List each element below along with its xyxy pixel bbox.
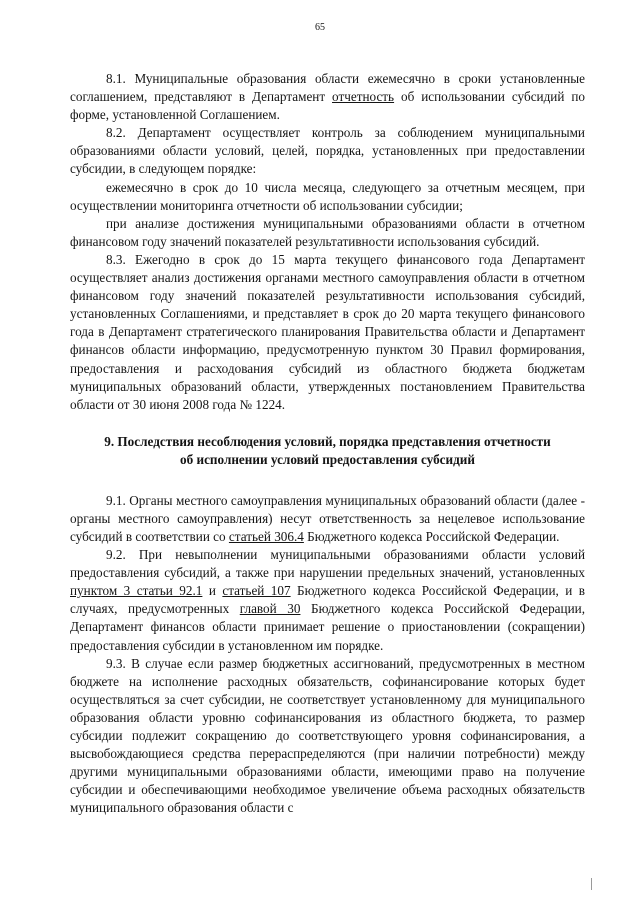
paragraph-9-1 (70, 492, 585, 546)
document-body (70, 70, 585, 817)
paragraph-8-2-item-analysis: при анализе достижения муниципальными образованиями области в отчетном финансовом году значений показателей результативности использования субсидий. (70, 215, 585, 249)
link-article-306-4[interactable]: статьей 306.4 (228, 528, 304, 544)
page-number: 65 (315, 22, 325, 33)
text-run: 8.1. Муниципальные образования области ежемесячно в сроки установленные соглашением, представляют в Департамент (70, 71, 585, 105)
paragraph-9-3: 9.3. В случае если размер бюджетных ассигнований, предусмотренных в местном бюджете на исполнение расходных обязательств, софинансирование которых будет осуществляться за счет субсидии, не соответствует установленному для муниципального образования области уровню софинансирования из областного бюджета, то размер субсидии подлежит сокращению до соответствующего уровня софинансирования, а высвобождающиеся средства перераспределяются (при наличии потребности) между другими муниципальными образованиями области, имеющими право на получение субсидии и обеспечивающими необходимое увеличение объема расходных обязательств муниципального образования области с (70, 655, 585, 816)
text-run: Бюджетного кодекса Российской Федерации, Департамент финансов области принимает решение о приостановлении (сокращении) предоставления субсидии в установленном им порядке. (70, 601, 585, 653)
section-9-heading-line1: 9. Последствия несоблюдения условий, порядка представления отчетности (104, 433, 551, 449)
link-article-92-1[interactable]: пунктом 3 статьи 92.1 (70, 583, 203, 599)
text-run: 9.2. При невыполнении муниципальными образованиями области условий предоставления субсидий, а также при нарушении предельных значений, установленных (70, 547, 585, 581)
text-run: 9.1. Органы местного самоуправления муниципальных образований области (далее - органы местного самоуправления) несут ответственность за нецелевое использование субсидий в соответствии со (70, 492, 585, 544)
text-run: об использовании субсидий по форме, установленной Соглашением. (70, 89, 585, 123)
paragraph-8-2-item-monthly: ежемесячно в срок до 10 числа месяца, следующего за отчетным месяцем, при осуществлении мониторинга отчетности об использовании субсидии; (70, 179, 585, 213)
scan-margin-mark (591, 878, 592, 890)
text-run: Бюджетного кодекса Российской Федерации, и в случаях, предусмотренных (70, 583, 585, 617)
link-chapter-30[interactable]: главой 30 (239, 601, 301, 617)
text-run: и (202, 583, 223, 599)
link-article-107[interactable]: статьей 107 (222, 583, 291, 599)
paragraph-8-1 (70, 70, 585, 124)
section-9-heading (70, 433, 585, 469)
paragraph-8-3: 8.3. Ежегодно в срок до 15 марта текущего финансового года Департамент осуществляет анализ достижения органами местного самоуправления области в отчетном финансовом году значений показателей результативности использования субсидий, установленных Соглашениями, и представляет в срок до 20 марта текущего финансового года в Департамент стратегического планирования Правительства области и Департамент финансов области информацию, предусмотренную пунктом 30 Правил формирования, предоставления и расходования субсидий из областного бюджета бюджетам муниципальных образований области, утвержденных постановлением Правительства области от 30 июня 2008 года № 1224. (70, 251, 585, 412)
text-run: Бюджетного кодекса Российской Федерации. (303, 528, 560, 544)
paragraph-8-2: 8.2. Департамент осуществляет контроль за соблюдением муниципальными образованиями области условий, целей, порядка, установленных при предоставлении субсидии, в следующем порядке: (70, 125, 585, 177)
link-reporting[interactable]: отчетность (332, 89, 395, 105)
section-9-heading-line2: об исполнении условий предоставления субсидий (179, 451, 476, 467)
paragraph-9-2 (70, 546, 585, 655)
